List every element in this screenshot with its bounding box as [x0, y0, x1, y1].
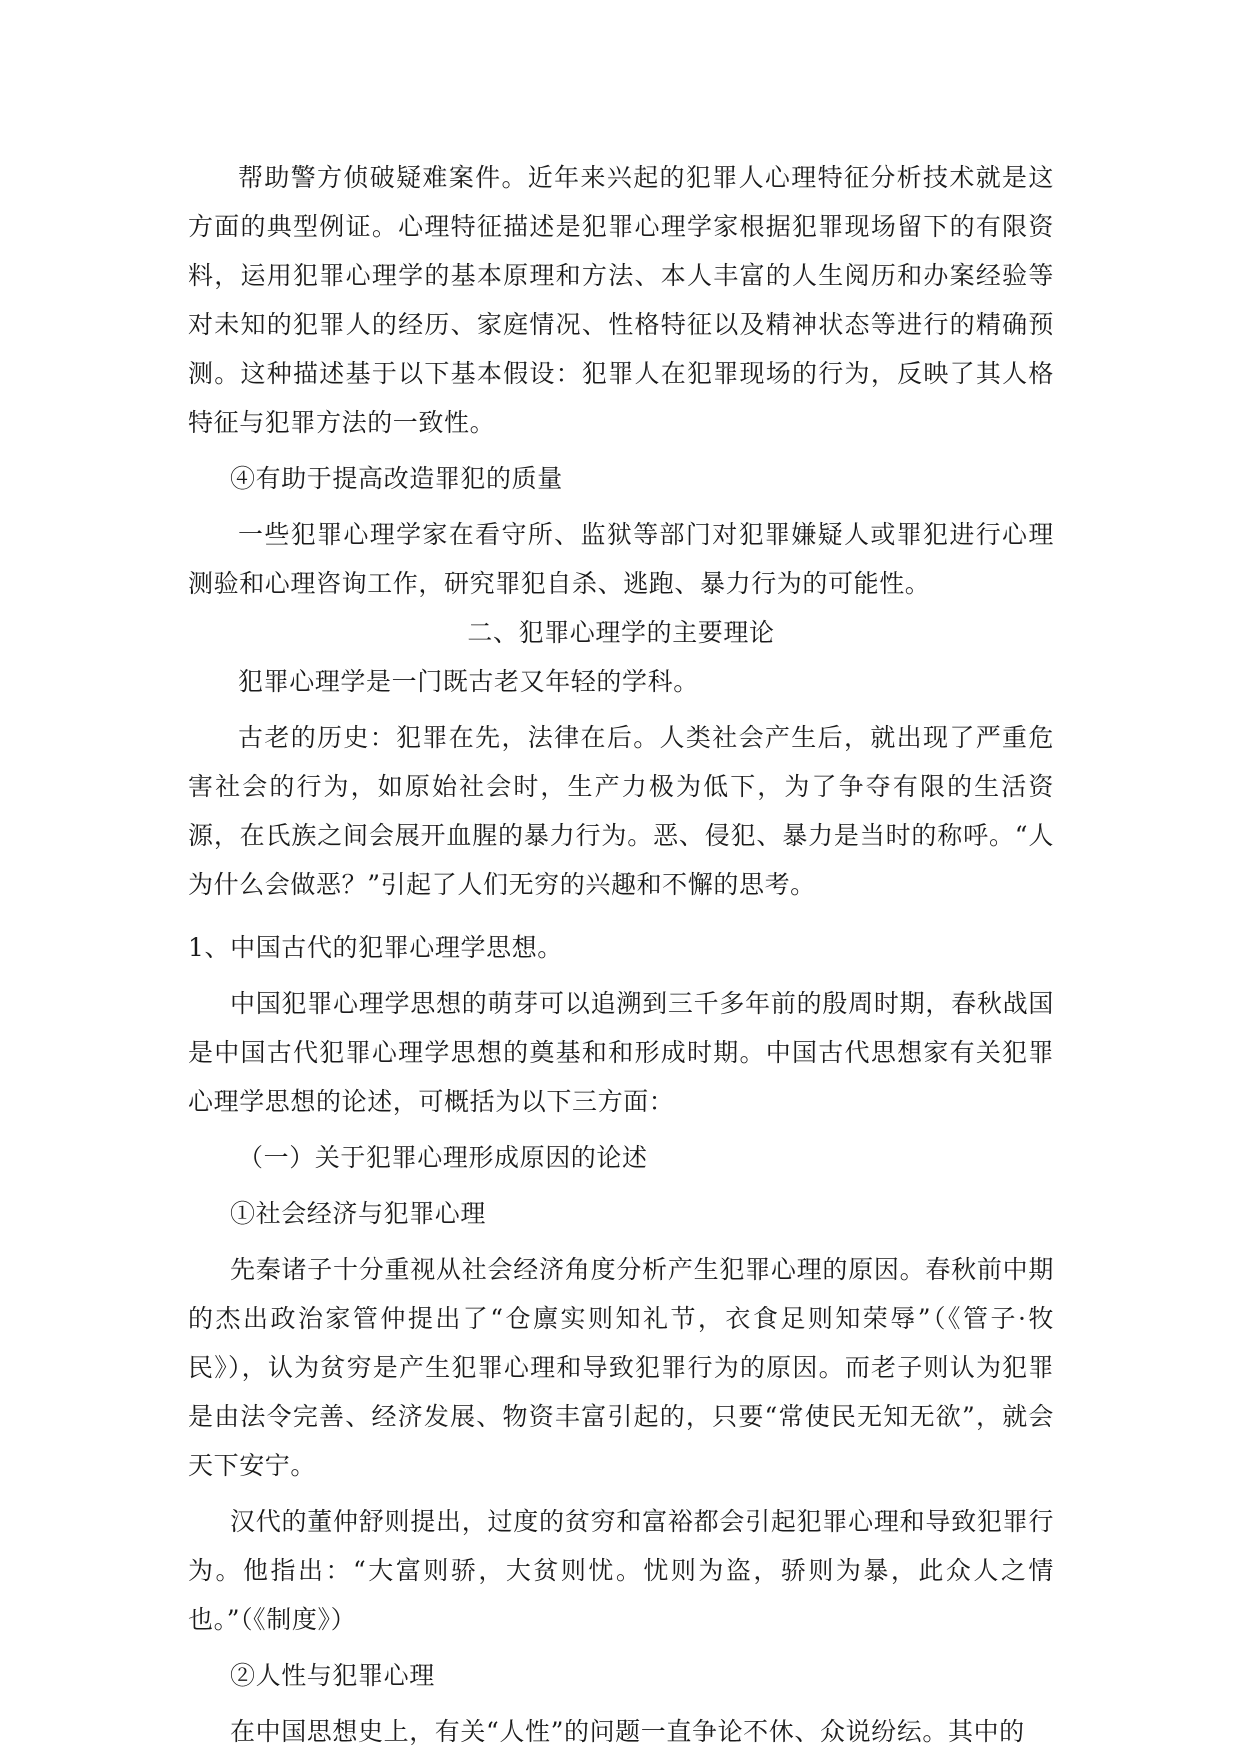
paragraph-origins: 中国犯罪心理学思想的萌芽可以追溯到三千多年前的殷周时期，春秋战国是中国古代犯罪心理学思想的奠基和和形成时期。中国古代思想家有关犯罪心理学思想的论述，可概括为以下三方面：: [188, 989, 1054, 1116]
subheading-human-nature: ②人性与犯罪心理: [230, 1661, 435, 1690]
paragraph-discipline-intro: 犯罪心理学是一门既古老又年轻的学科。: [238, 667, 699, 696]
paragraph-pre-qin: 先秦诸子十分重视从社会经济角度分析产生犯罪心理的原因。春秋前中期的杰出政治家管仲提出了“仓廪实则知礼节，衣食足则知荣辱”（《管子·牧民》），认为贫穷是产生犯罪心理和导致犯罪行为的原因。而老子则认为犯罪是由法令完善、经济发展、物资丰富引起的，只要“常使民无知无欲”，就会天下安宁。: [188, 1255, 1054, 1480]
paragraph-ancient-history: 古老的历史：犯罪在先，法律在后。人类社会产生后，就出现了严重危害社会的行为，如原始社会时，生产力极为低下，为了争夺有限的生活资源，在氏族之间会展开血腥的暴力行为。恶、侵犯、暴力是当时的称呼。“人为什么会做恶？”引起了人们无穷的兴趣和不懈的思考。: [188, 723, 1054, 899]
subheading-economy: ①社会经济与犯罪心理: [230, 1199, 487, 1228]
paragraph-human-nature-debate: 在中国思想史上，有关“人性”的问题一直争论不休、众说纷纭。其中的: [230, 1717, 1025, 1746]
heading-improve-reform-quality: ④有助于提高改造罪犯的质量: [230, 464, 563, 493]
heading-ancient-chinese-thought: 1、中国古代的犯罪心理学思想。: [188, 933, 563, 962]
paragraph-prison-psychology: 一些犯罪心理学家在看守所、监狱等部门对犯罪嫌疑人或罪犯进行心理测验和心理咨询工作，研究罪犯自杀、逃跑、暴力行为的可能性。: [188, 520, 1054, 598]
paragraph-case-solving: 帮助警方侦破疑难案件。近年来兴起的犯罪人心理特征分析技术就是这方面的典型例证。心理特征描述是犯罪心理学家根据犯罪现场留下的有限资料，运用犯罪心理学的基本原理和方法、本人丰富的人生阅历和办案经验等对未知的犯罪人的经历、家庭情况、性格特征以及精神状态等进行的精确预测。这种描述基于以下基本假设：犯罪人在犯罪现场的行为，反映了其人格特征与犯罪方法的一致性。: [188, 163, 1054, 437]
subheading-causes: （一）关于犯罪心理形成原因的论述: [238, 1143, 648, 1172]
section-heading-main-theories: 二、犯罪心理学的主要理论: [467, 618, 775, 647]
document-page: [188, 153, 1054, 1756]
paragraph-dong-zhongshu: 汉代的董仲舒则提出，过度的贫穷和富裕都会引起犯罪心理和导致犯罪行为。他指出：“大富则骄，大贫则忧。忧则为盗，骄则为暴，此众人之情也。”（《制度》）: [188, 1507, 1054, 1634]
